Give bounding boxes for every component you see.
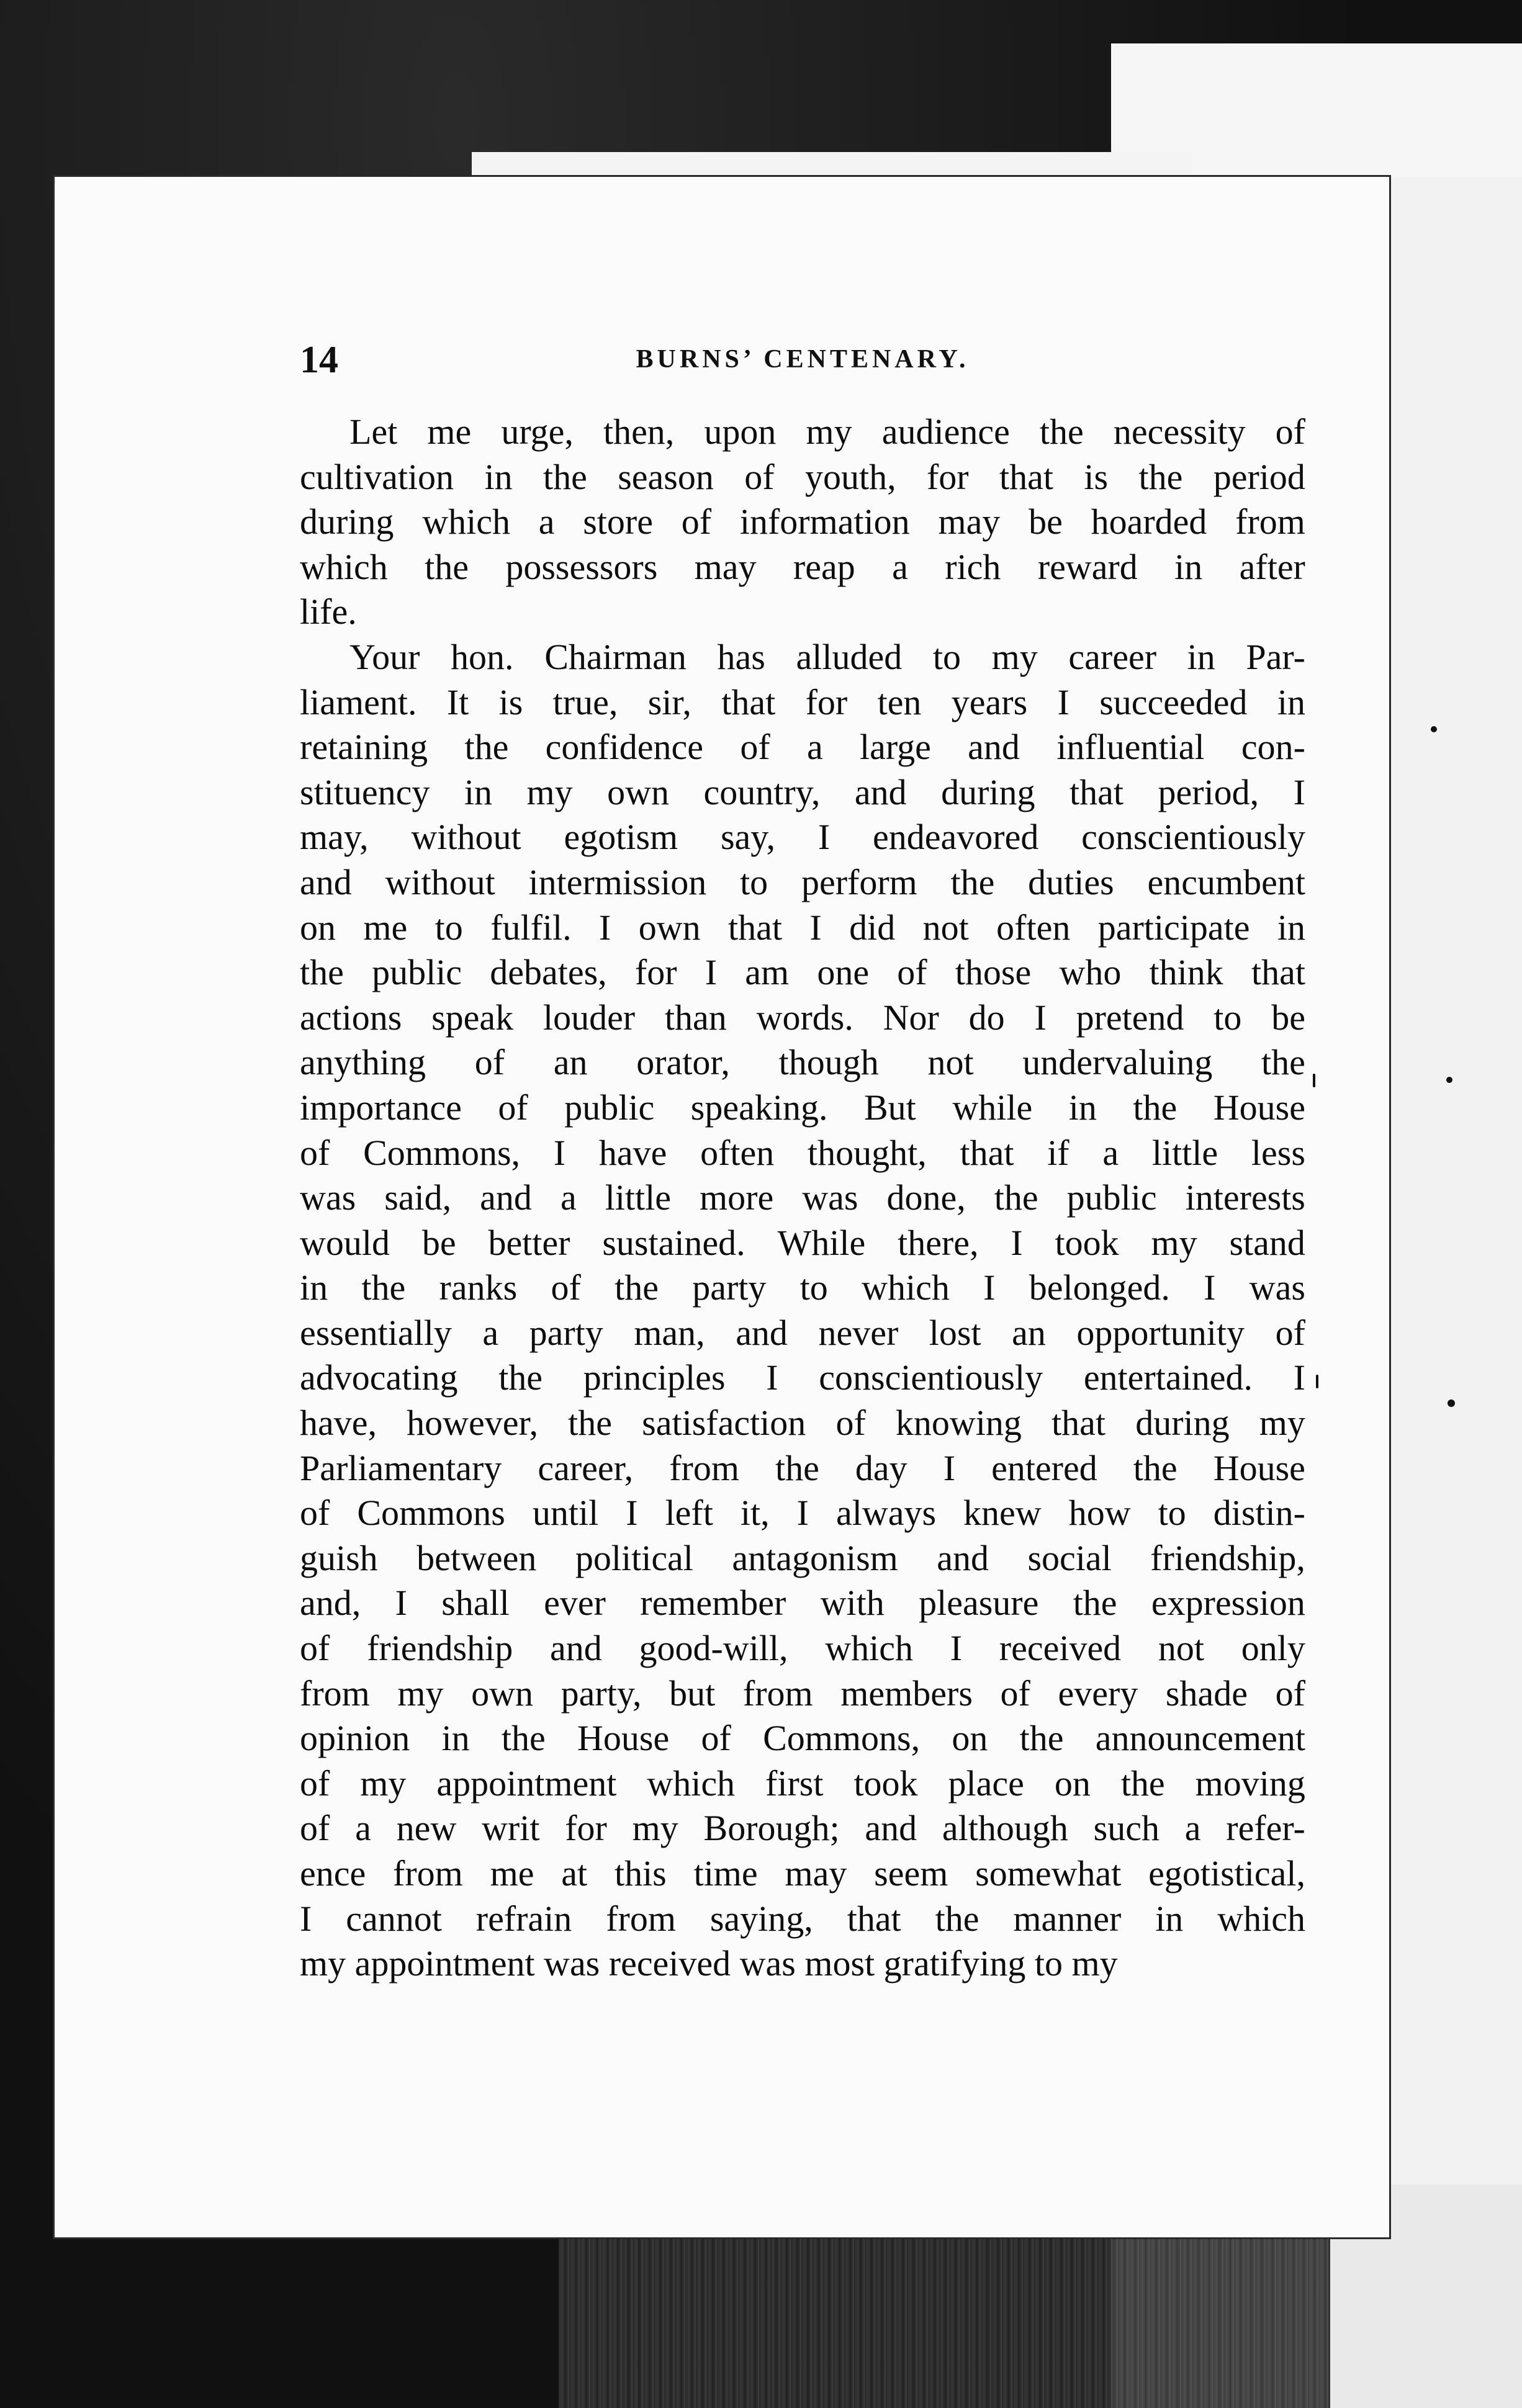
- text-line: of my appointment which first took place on the moving: [300, 1763, 1305, 1804]
- text-line: guish between political antagonism and social friendship,: [300, 1537, 1305, 1578]
- text-line: from my own party, but from members of every shade of: [300, 1673, 1305, 1714]
- scan-speck: [1313, 1074, 1315, 1087]
- text-line: my appointment was received was most gratifying to my: [300, 1943, 1118, 1984]
- text-line: which the possessors may reap a rich reward in after: [300, 546, 1305, 587]
- text-line: life.: [300, 591, 357, 632]
- running-head: BURNS’ CENTENARY.: [636, 345, 970, 374]
- page-header: [300, 338, 1305, 400]
- text-line: and without intermission to perform the duties encumbent: [300, 861, 1305, 902]
- text-line: the public debates, for I am one of those who think that: [300, 952, 1305, 993]
- text-line: advocating the principles I conscientiously entertained. I: [300, 1357, 1305, 1398]
- text-line: during which a store of information may be hoarded from: [300, 501, 1305, 542]
- text-line: Your hon. Chairman has alluded to my career in Par-: [349, 636, 1305, 677]
- scanner-bed: [559, 2209, 1328, 2408]
- text-line: and, I shall ever remember with pleasure the expression: [300, 1583, 1305, 1624]
- paragraph: [300, 635, 1305, 1987]
- page-number: 14: [300, 339, 338, 381]
- body-text: [300, 410, 1305, 1987]
- text-line: retaining the confidence of a large and influential con-: [300, 727, 1305, 768]
- scan-speck: [1446, 1077, 1452, 1083]
- text-line: would be better sustained. While there, I took my stand: [300, 1222, 1305, 1263]
- text-line: of friendship and good-will, which I received not only: [300, 1628, 1305, 1669]
- text-line: anything of an orator, though not undervaluing the: [300, 1042, 1305, 1083]
- text-line: essentially a party man, and never lost an opportunity of: [300, 1312, 1305, 1353]
- text-line: was said, and a little more was done, the public interests: [300, 1177, 1305, 1218]
- text-line: on me to fulfil. I own that I did not often participate in: [300, 907, 1305, 948]
- paragraph: [300, 410, 1305, 635]
- text-line: of Commons, I have often thought, that if a little less: [300, 1132, 1305, 1173]
- scan-speck: [1448, 1399, 1455, 1407]
- text-line: Let me urge, then, upon my audience the necessity of: [349, 411, 1305, 452]
- text-line: in the ranks of the party to which I belonged. I was: [300, 1267, 1305, 1308]
- text-line: liament. It is true, sir, that for ten years I succeeded in: [300, 681, 1305, 722]
- text-line: have, however, the satisfaction of knowing that during my: [300, 1403, 1305, 1444]
- text-line: stituency in my own country, and during that period, I: [300, 771, 1305, 812]
- text-line: actions speak louder than words. Nor do I pretend to be: [300, 997, 1305, 1038]
- text-line: may, without egotism say, I endeavored conscientiously: [300, 817, 1305, 858]
- text-line: I cannot refrain from saying, that the manner in which: [300, 1898, 1305, 1939]
- scan-speck: [1316, 1375, 1318, 1388]
- text-line: importance of public speaking. But while in the House: [300, 1087, 1305, 1128]
- text-line: of a new writ for my Borough; and although such a refer-: [300, 1808, 1305, 1849]
- text-line: Parliamentary career, from the day I entered the House: [300, 1447, 1305, 1488]
- book-page: [55, 177, 1389, 2237]
- scan-speck: [1431, 726, 1437, 732]
- text-line: of Commons until I left it, I always knew how to distin-: [300, 1493, 1305, 1534]
- text-line: ence from me at this time may seem somewhat egotistical,: [300, 1853, 1305, 1894]
- text-line: opinion in the House of Commons, on the announcement: [300, 1718, 1305, 1759]
- adjacent-page-edge: [1387, 177, 1522, 2231]
- text-line: cultivation in the season of youth, for that is the period: [300, 456, 1305, 497]
